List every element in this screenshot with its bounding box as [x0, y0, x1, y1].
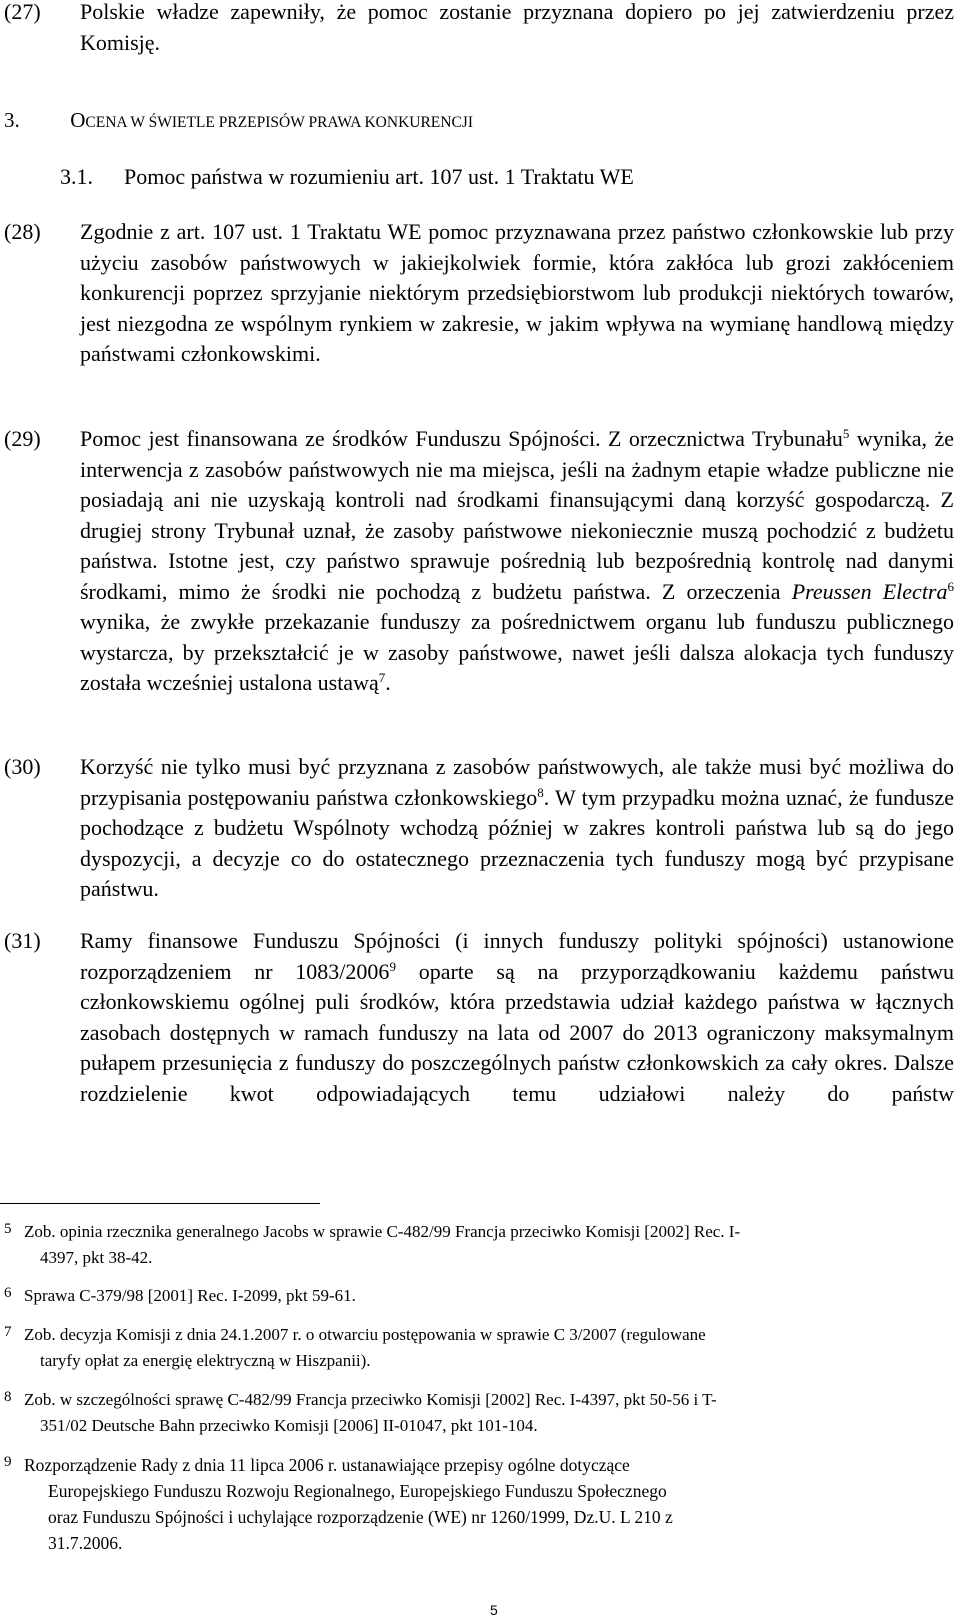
footnote-7 — [0, 1322, 958, 1374]
footnote-line: 351/02 Deutsche Bahn przeciwko Komisji [2006] II-01047, pkt 101-104. — [40, 1416, 538, 1435]
footnote-line: 31.7.2006. — [48, 1533, 123, 1553]
paragraph-31 — [0, 926, 958, 1109]
paragraph-27 — [0, 0, 958, 58]
footnote-number: 7 — [4, 1324, 12, 1340]
paragraph-number: (28) — [4, 219, 41, 244]
footnote-number: 5 — [4, 1221, 12, 1237]
page-number: 5 — [490, 1602, 498, 1618]
section-title-rest: CENA W ŚWIETLE PRZEPISÓW PRAWA KONKURENCJI — [85, 114, 473, 131]
footnote-number: 6 — [4, 1285, 12, 1301]
paragraph-text: Polskie władze zapewniły, że pomoc zostanie przyznana dopiero po jej zatwierdzeniu przez Komisję. — [80, 0, 954, 55]
footnote-ref-6: 6 — [947, 578, 954, 594]
footnote-ref-8: 8 — [537, 784, 544, 800]
footnote-9 — [0, 1452, 958, 1556]
footnote-line: Rozporządzenie Rady z dnia 11 lipca 2006 r. ustanawiające przepisy ogólne dotyczące — [24, 1455, 630, 1475]
paragraph-text: Pomoc jest finansowana ze środków Funduszu Spójności. Z orzecznictwa Trybunału$^5$ wynika, że interwencja z zasobów państwowych nie ma miejsca, jeśli na żadnym etapie władze publiczne nie posiadają ani nie uzyskają kontroli nad środkami finansującymi daną korzyść gospodarczą. Z drugiej strony Trybunał uznał, że zasoby państwowe niekoniecznie muszą pochodzić z budżetu państwa. Istotne jest, czy państwo sprawuje pośrednią lub bezpośrednią kontrolę nad danymi środkami, mimo że środki nie pochodzą z budżetu państwa. Z orzeczenia Preussen Electra$^6$ wynika, że zwykłe przekazanie funduszy za pośrednictwem organu lub funduszu publicznego wystarcza, by przekształcić je w zasoby państwowe, nawet jeśli dalsza alokacja tych funduszy została wcześniej ustalona ustawą$^7$. — [80, 426, 955, 695]
footnote-line: Sprawa C-379/98 [2001] Rec. I-2099, pkt 59-61. — [24, 1286, 356, 1305]
footnote-5 — [0, 1219, 958, 1271]
footnote-line: taryfy opłat za energię elektryczną w Hiszpanii). — [40, 1351, 371, 1370]
footnote-line: Zob. opinia rzecznika generalnego Jacobs w sprawie C-482/99 Francja przeciwko Komisji [2002] Rec. I- — [24, 1222, 741, 1241]
footnote-number: 8 — [4, 1389, 12, 1405]
paragraph-30 — [0, 752, 958, 905]
footnote-ref-7: 7 — [378, 670, 386, 685]
case-name: Preussen Electra — [791, 578, 948, 604]
footnote-line: Zob. decyzja Komisji z dnia 24.1.2007 r. o otwarciu postępowania w sprawie C 3/2007 (regulowane — [24, 1325, 706, 1344]
footnote-line: oraz Funduszu Spójności i uchylające rozporządzenie (WE) nr 1260/1999, Dz.U. L 210 z — [48, 1507, 673, 1527]
footnote-line: Zob. w szczególności sprawę C-482/99 Francja przeciwko Komisji [2002] Rec. I-4397, pkt 50-56 i T- — [24, 1390, 717, 1409]
section-number: 3. — [4, 108, 20, 132]
paragraph-number: (29) — [4, 426, 41, 451]
paragraph-28 — [0, 217, 958, 370]
footnote-ref-9: 9 — [389, 958, 396, 974]
footnote-6 — [0, 1283, 958, 1309]
footnote-separator — [0, 1203, 320, 1204]
subsection-heading — [60, 163, 634, 191]
subsection-title: Pomoc państwa w rozumieniu art. 107 ust. 1 Traktatu WE — [124, 164, 634, 189]
paragraph-text: Korzyść nie tylko musi być przyznana z zasobów państwowych, ale także musi być możliwa do przypisania postępowaniu państwa członkowskiego$^8$. W tym przypadku można uznać, że fundusze pochodzące z budżetu Wspólnoty wchodzą później w zakres kontroli państwa lub są do jego dyspozycji, a decyzje co do ostatecznego przeznaczenia tych funduszy mogą być przypisane państwu. — [80, 754, 955, 901]
subsection-number: 3.1. — [60, 164, 93, 189]
paragraph-number: (30) — [4, 754, 41, 779]
footnote-8 — [0, 1387, 958, 1439]
footnote-number: 9 — [4, 1454, 12, 1470]
paragraph-text: Zgodnie z art. 107 ust. 1 Traktatu WE pomoc przyznawana przez państwo członkowskie lub przy użyciu zasobów państwowych w jakiejkolwiek formie, która zakłóca lub grozi zakłóceniem konkurencji poprzez sprzyjanie niektórym przedsiębiorstwom lub produkcji niektórych towarów, jest niezgodna ze wspólnym rynkiem w zakresie, w jakim wpływa na wymianę handlową między państwami członkowskimi. — [80, 219, 954, 366]
footnote-ref-5: 5 — [842, 426, 850, 441]
paragraph-number: (31) — [4, 928, 41, 953]
footnote-line: 4397, pkt 38-42. — [40, 1248, 153, 1267]
section-title-first: O — [70, 108, 86, 132]
footnote-line: Europejskiego Funduszu Rozwoju Regionalnego, Europejskiego Funduszu Społecznego — [48, 1481, 667, 1501]
paragraph-29 — [0, 424, 958, 699]
section-heading — [4, 106, 473, 137]
paragraph-text: Ramy finansowe Funduszu Spójności (i innych funduszy polityki spójności) ustanowione rozporządzeniem nr 1083/2006$^9$ oparte są na przyporządkowaniu każdemu państwu członkowskiemu ogólnej puli środków, która przedstawia udział każdego państwa w łącznych zasobach dostępnych w ramach funduszy na lata od 2007 do 2013 ograniczony maksymalnym pułapem przesunięcia z funduszy do poszczególnych państw członkowskich za cały okres. Dalsze rozdzielenie kwot odpowiadających temu udziałowi należy do państw — [80, 928, 954, 1106]
paragraph-number: (27) — [4, 0, 41, 24]
